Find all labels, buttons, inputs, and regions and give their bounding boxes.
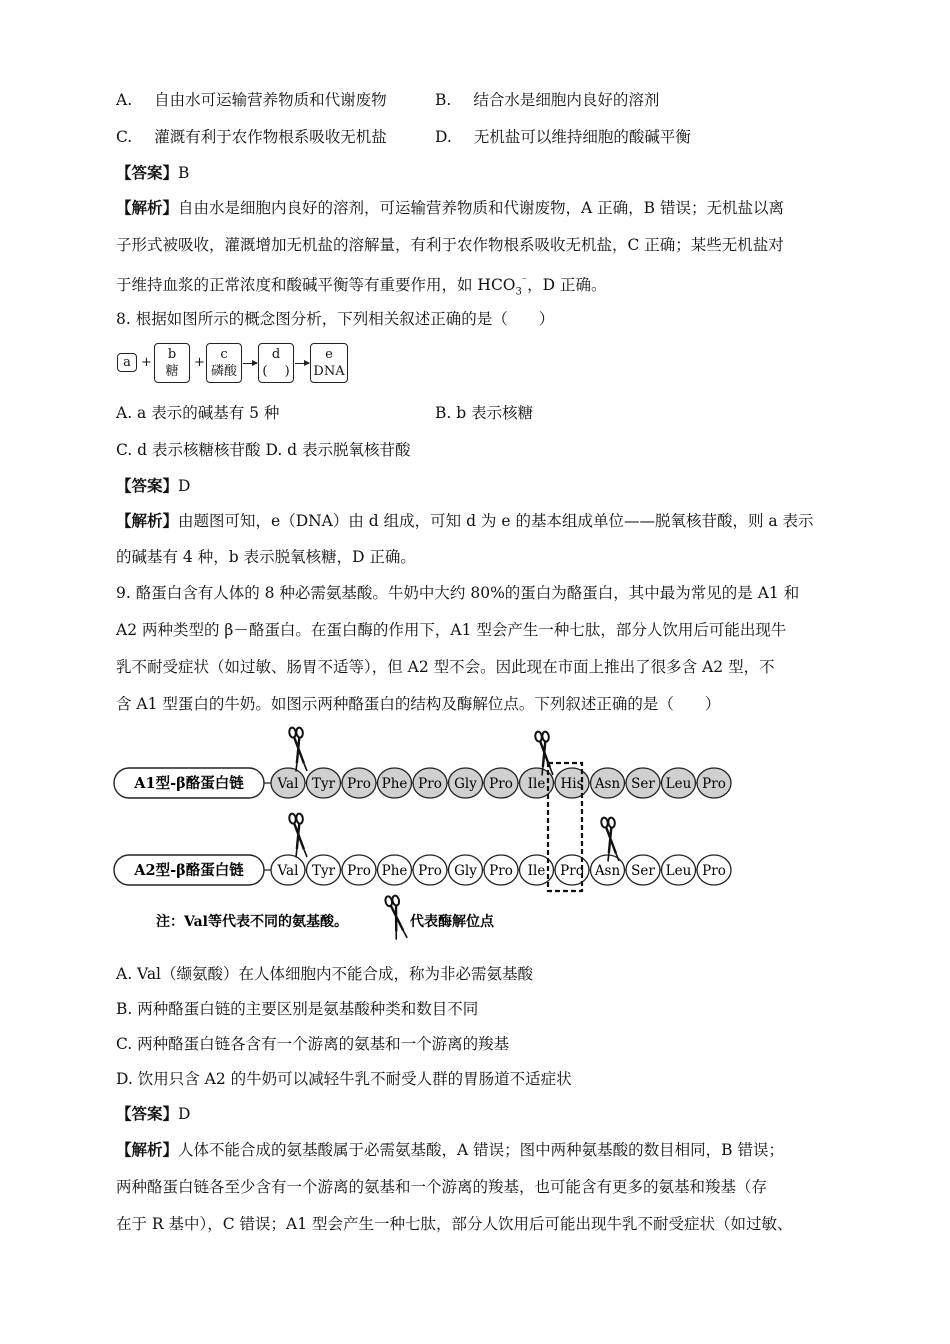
q9-stem-line-4: 含 A1 型蛋白的牛奶。如图示两种酪蛋白的结构及酶解位点。下列叙述正确的是（ ） — [116, 695, 721, 713]
figure-note-suffix: 代表酶解位点 — [410, 914, 494, 930]
a1-residue-label: Tyr — [311, 776, 336, 792]
q9-option-a: A. Val（缬氨酸）在人体细胞内不能合成，称为非必需氨基酸 — [116, 965, 534, 983]
a1-residue-label: Val — [277, 776, 299, 792]
q9-analysis-line-3: 在于 R 基中），C 错误；A1 型会产生一种七肽，部分人饮用后可能出现牛乳不耐受症状（如过敏、 — [116, 1215, 793, 1233]
a2-residue-label: Tyr — [311, 863, 336, 879]
q7-option-a: A. 自由水可运输营养物质和代谢废物 — [116, 91, 387, 109]
a1-residue-label: Leu — [665, 776, 692, 792]
a1-residue-label: Ile — [527, 776, 546, 792]
arrow-c-to-d — [243, 363, 257, 364]
q8-option-cd: C. d 表示核糖核苷酸 D. d 表示脱氧核苷酸 — [116, 441, 411, 459]
arrow-d-to-e — [295, 363, 309, 364]
box-a: a — [117, 353, 137, 372]
q9-analysis-line-2: 两种酪蛋白链各至少含有一个游离的氨基和一个游离的羧基，也可能含有更多的氨基和羧基（存 — [116, 1178, 768, 1196]
q9-analysis-line-1: 【解析】人体不能合成的氨基酸属于必需氨基酸，A 错误；图中两种氨基酸的数目相同，B 错误； — [116, 1140, 784, 1159]
q9-option-b: B. 两种酪蛋白链的主要区别是氨基酸种类和数目不同 — [116, 1000, 479, 1018]
q9-answer: 【答案】D — [116, 1104, 191, 1123]
box-c: c 磷酸 — [206, 343, 242, 383]
q9-option-c: C. 两种酪蛋白链各含有一个游离的氨基和一个游离的羧基 — [116, 1035, 510, 1053]
box-b: b 糖 — [154, 343, 190, 383]
a1-residue-label: Pro — [418, 776, 442, 792]
plus-sign: + — [194, 355, 205, 370]
q7-option-c: C. 灌溉有利于农作物根系吸收无机盐 — [116, 128, 387, 146]
a1-residue-label: Asn — [594, 776, 621, 792]
figure-note-prefix: 注：Val等代表不同的氨基酸。 — [156, 914, 348, 930]
q8-option-b: B. b 表示核糖 — [435, 404, 534, 422]
q7-analysis-line-3: 于维持血浆的正常浓度和酸碱平衡等有重要作用，如 $HCO_3^{^-}$，D 正确。 — [116, 276, 607, 298]
a2-residue-label: Gly — [454, 863, 477, 879]
a2-residue-label: Asn — [594, 863, 621, 879]
a1-residue-label: His — [560, 776, 584, 792]
a2-residue-label: Leu — [665, 863, 692, 879]
q8-stem: 8. 根据如图所示的概念图分析，下列相关叙述正确的是（ ） — [116, 310, 555, 328]
box-e: e DNA — [310, 343, 348, 383]
q7-option-d: D. 无机盐可以维持细胞的酸碱平衡 — [435, 128, 691, 146]
scissors-icon — [384, 894, 408, 941]
a1-residue-label: Gly — [454, 776, 477, 792]
scissors-icon — [289, 812, 309, 858]
a2-residue-label: Ser — [631, 863, 655, 879]
a2-label: A2型-β酪蛋白链 — [134, 862, 244, 879]
q8-option-a: A. a 表示的碱基有 5 种 — [116, 404, 280, 422]
a2-residue-label: Val — [277, 863, 299, 879]
casein-chain-figure — [112, 726, 742, 948]
a2-residue-label: Pro — [702, 863, 726, 879]
q8-analysis-line-2: 的碱基有 4 种，b 表示脱氧核糖，D 正确。 — [116, 548, 416, 566]
q7-option-b: B. 结合水是细胞内良好的溶剂 — [435, 91, 660, 109]
q7-analysis-line-1: 【解析】自由水是细胞内良好的溶剂，可运输营养物质和代谢废物，A 正确，B 错误；无机盐以离 — [116, 198, 784, 217]
box-d: d ( ) — [258, 343, 294, 383]
a1-residue-label: Pro — [489, 776, 513, 792]
q9-stem-line-1: 9. 酪蛋白含有人体的 8 种必需氨基酸。牛奶中大约 80%的蛋白为酪蛋白，其中最为常见的是 A1 和 — [116, 584, 800, 602]
a2-residue-label: Phe — [381, 863, 408, 879]
q8-analysis-line-1: 【解析】由题图可知，e（DNA）由 d 组成，可知 d 为 e 的基本组成单位——脱氧核苷酸，则 a 表示 — [116, 511, 814, 530]
a1-residue-label: Phe — [381, 776, 408, 792]
plus-sign: + — [141, 355, 152, 370]
a1-label: A1型-β酪蛋白链 — [134, 775, 244, 792]
q8-answer: 【答案】D — [116, 476, 191, 495]
concept-diagram — [114, 340, 354, 386]
a2-residue-label: Pro — [489, 863, 513, 879]
a1-residue-label: Pro — [347, 776, 371, 792]
q7-analysis-line-2: 子形式被吸收，灌溉增加无机盐的溶解量，有利于农作物根系吸收无机盐，C 正确；某些无机盐对 — [116, 236, 784, 254]
q9-stem-line-3: 乳不耐受症状（如过敏、肠胃不适等），但 A2 型不会。因此现在市面上推出了很多含 A2 型，不 — [116, 658, 775, 676]
a1-residue-label: Ser — [631, 776, 655, 792]
q9-stem-line-2: A2 两种类型的 β－酪蛋白。在蛋白酶的作用下，A1 型会产生一种七肽，部分人饮用后可能出现牛 — [116, 621, 787, 639]
a2-residue-label: Pro — [560, 863, 584, 879]
a2-residue-label: Pro — [418, 863, 442, 879]
q9-option-d: D. 饮用只含 A2 的牛奶可以减轻牛乳不耐受人群的胃肠道不适症状 — [116, 1070, 572, 1088]
a2-residue-label: Pro — [347, 863, 371, 879]
a1-residue-label: Pro — [702, 776, 726, 792]
a2-residue-label: Ile — [527, 863, 546, 879]
scissors-icon — [289, 726, 309, 772]
q7-answer: 【答案】B — [116, 163, 190, 182]
